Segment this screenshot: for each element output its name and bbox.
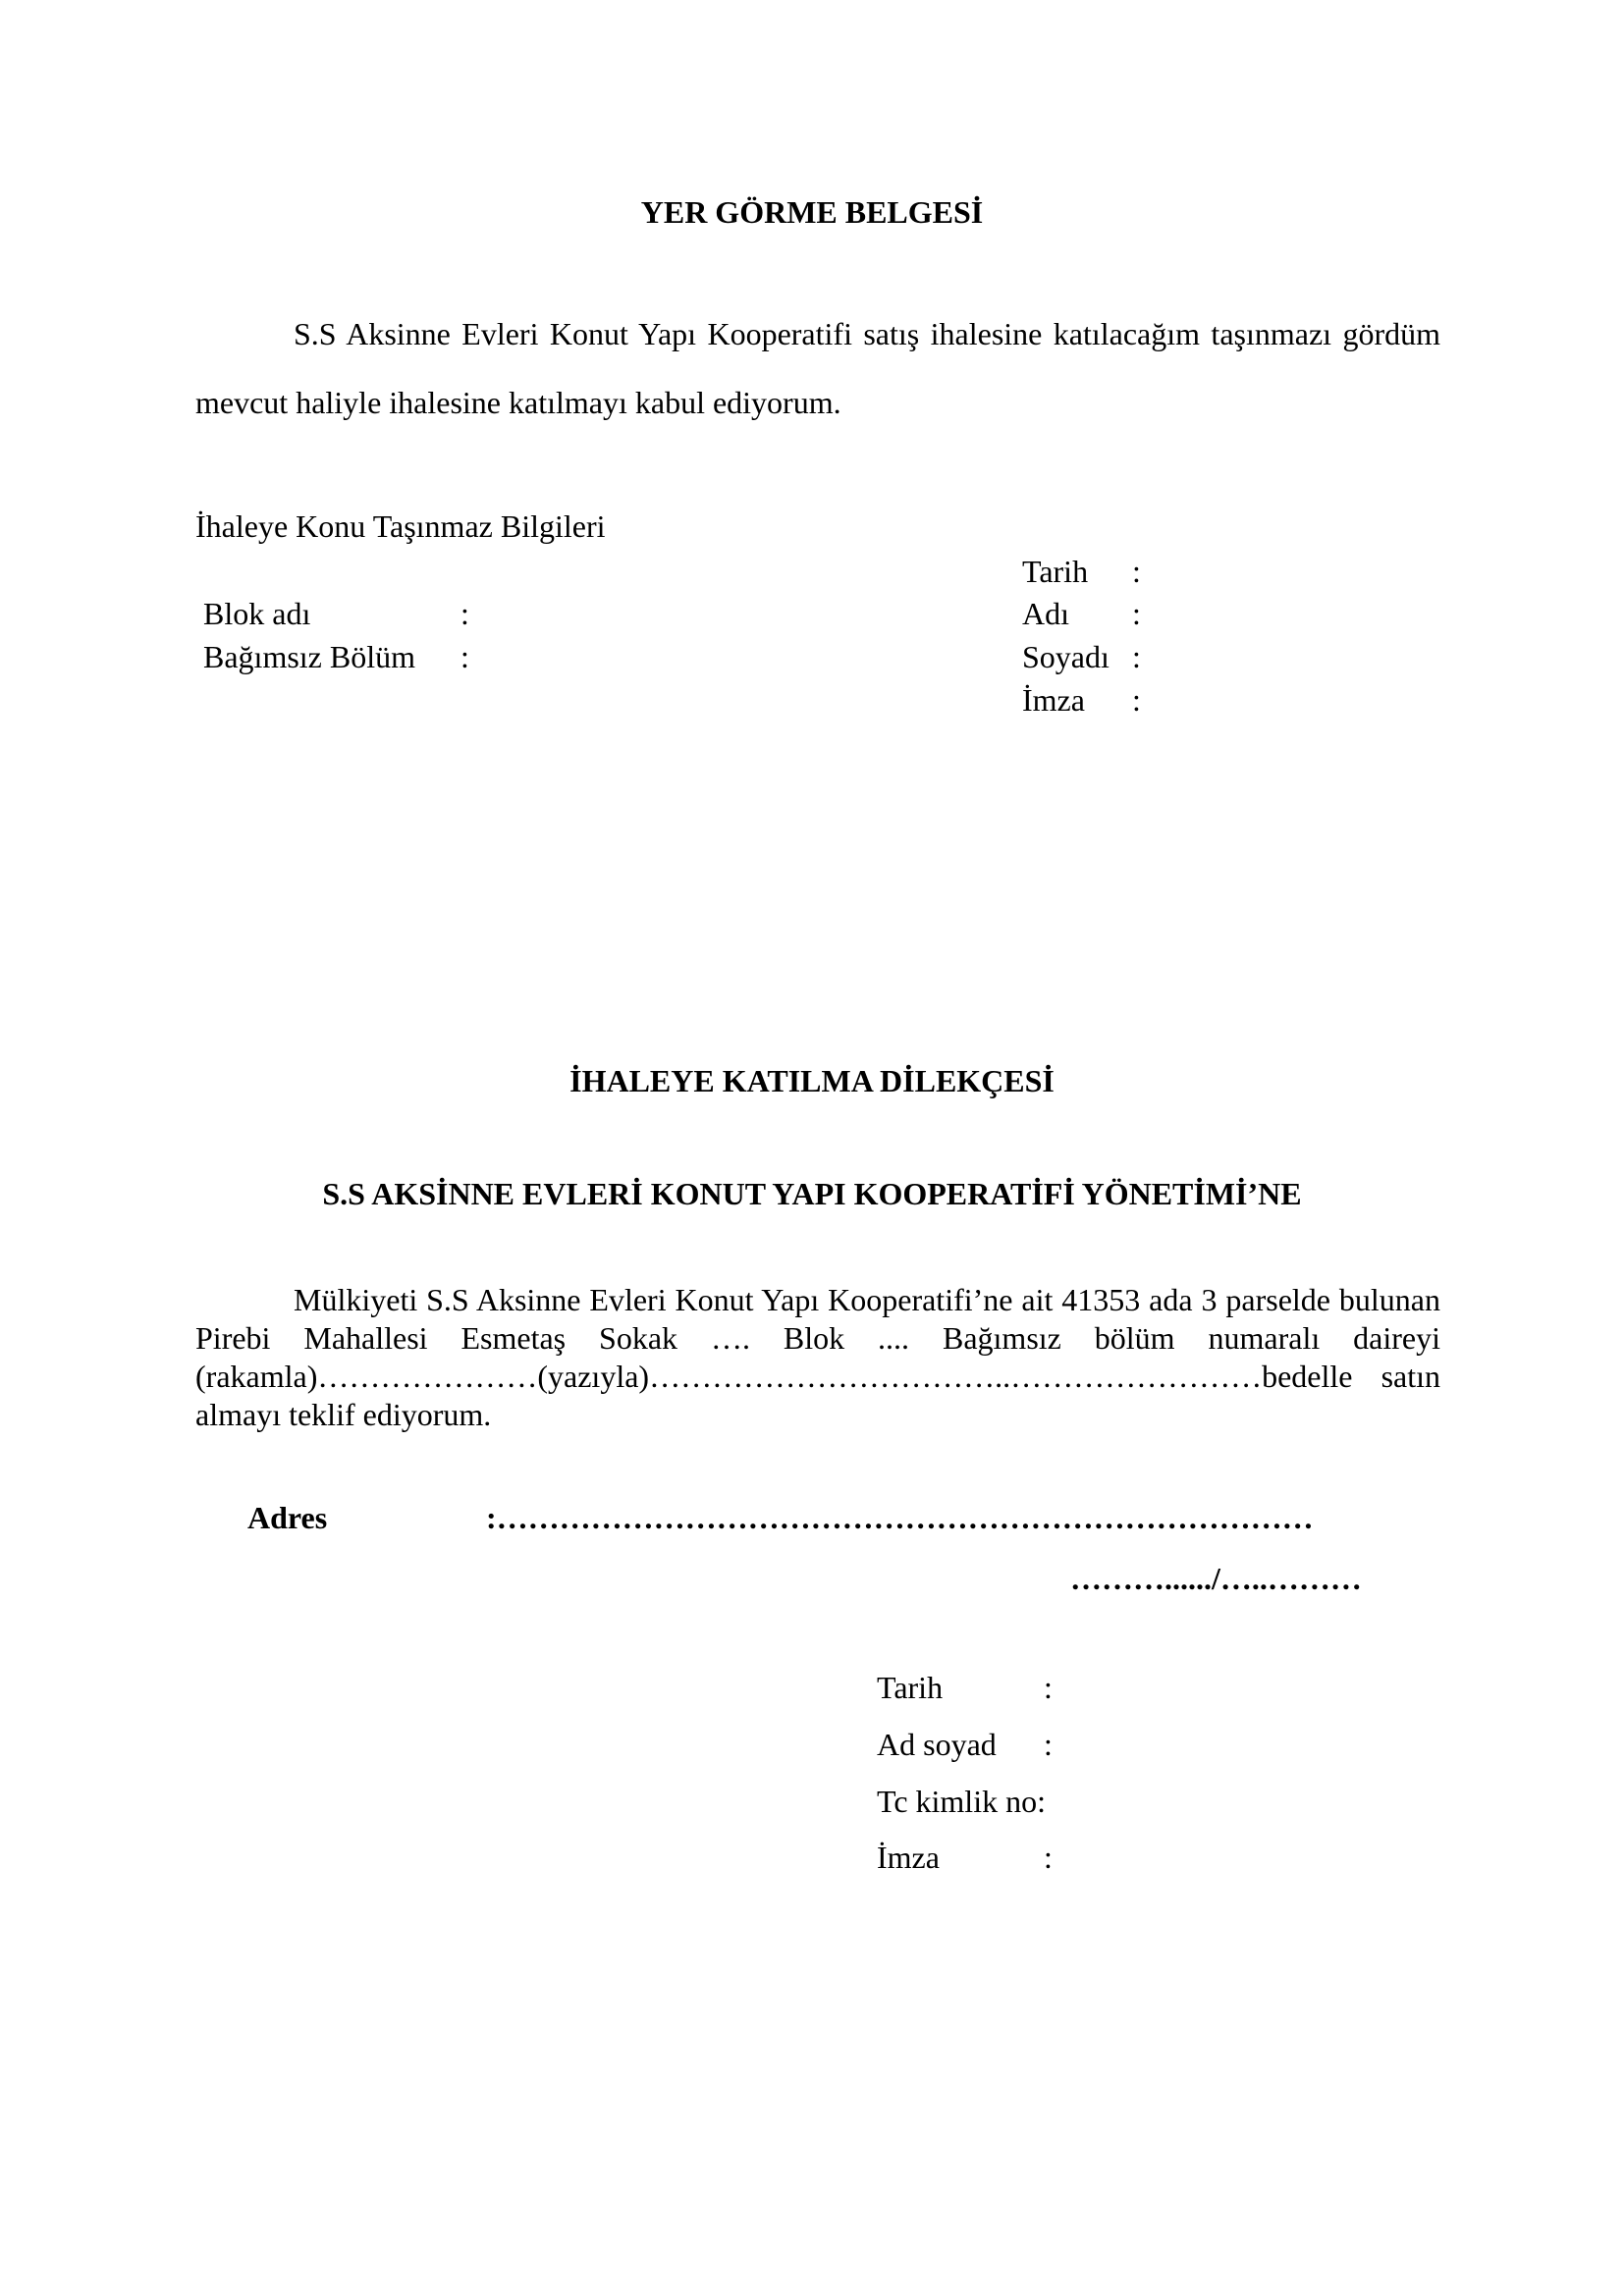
address-line: :…………………………………………………………………… bbox=[486, 1500, 1314, 1535]
field-independent-unit-label: Bağımsız Bölüm bbox=[203, 639, 415, 674]
field-name-colon: : bbox=[1132, 596, 1141, 631]
field-signature-label: İmza bbox=[1022, 682, 1085, 718]
section2-paragraph-text: Mülkiyeti S.S Aksinne Evleri Konut Yapı Kooperatifi’ne ait 41353 ada 3 parselde bulunan Pirebi Mahallesi Esmetaş Sokak …. Blok .... Bağımsız bölüm numaralı daireyi (rakamla)…………………(yazıyla)……………………………..……………………bedelle satın almayı teklif ediyorum. bbox=[195, 1282, 1440, 1432]
field-signature-colon: : bbox=[1132, 682, 1141, 718]
field-name-label: Adı bbox=[1022, 596, 1069, 631]
address-label: Adres bbox=[247, 1500, 328, 1535]
section1-title: YER GÖRME BELGESİ bbox=[640, 194, 984, 230]
section1-paragraph bbox=[195, 299, 1440, 437]
field-independent-unit-colon: : bbox=[460, 639, 469, 674]
field-date-label: Tarih bbox=[1022, 554, 1089, 589]
sig-fullname-colon: : bbox=[1044, 1727, 1053, 1762]
section2-title: İHALEYE KATILMA DİLEKÇESİ bbox=[569, 1063, 1055, 1098]
info-heading: İhaleye Konu Taşınmaz Bilgileri bbox=[195, 508, 606, 544]
field-date-colon: : bbox=[1132, 554, 1141, 589]
sig-signature-label: İmza bbox=[877, 1840, 940, 1875]
addressee: S.S AKSİNNE EVLERİ KONUT YAPI KOOPERATİFİ YÖNETİMİ’NE bbox=[322, 1176, 1302, 1211]
sig-tc-id-label: Tc kimlik no: bbox=[877, 1784, 1046, 1819]
sig-signature-colon: : bbox=[1044, 1840, 1053, 1875]
field-block-colon: : bbox=[460, 596, 469, 631]
field-surname-label: Soyadı bbox=[1022, 639, 1110, 674]
section2-paragraph bbox=[195, 1281, 1440, 1434]
sig-fullname-label: Ad soyad bbox=[877, 1727, 997, 1762]
section1-paragraph-text: S.S Aksinne Evleri Konut Yapı Kooperatifi satış ihalesine katılacağım taşınmazı gördüm mevcut haliyle ihalesine katılmayı kabul ediyorum. bbox=[195, 316, 1440, 420]
sig-date-colon: : bbox=[1044, 1670, 1053, 1705]
field-block-label: Blok adı bbox=[203, 596, 311, 631]
field-surname-colon: : bbox=[1132, 639, 1141, 674]
sig-date-label: Tarih bbox=[877, 1670, 944, 1705]
date-line: ………....../…..……… bbox=[1070, 1561, 1362, 1596]
